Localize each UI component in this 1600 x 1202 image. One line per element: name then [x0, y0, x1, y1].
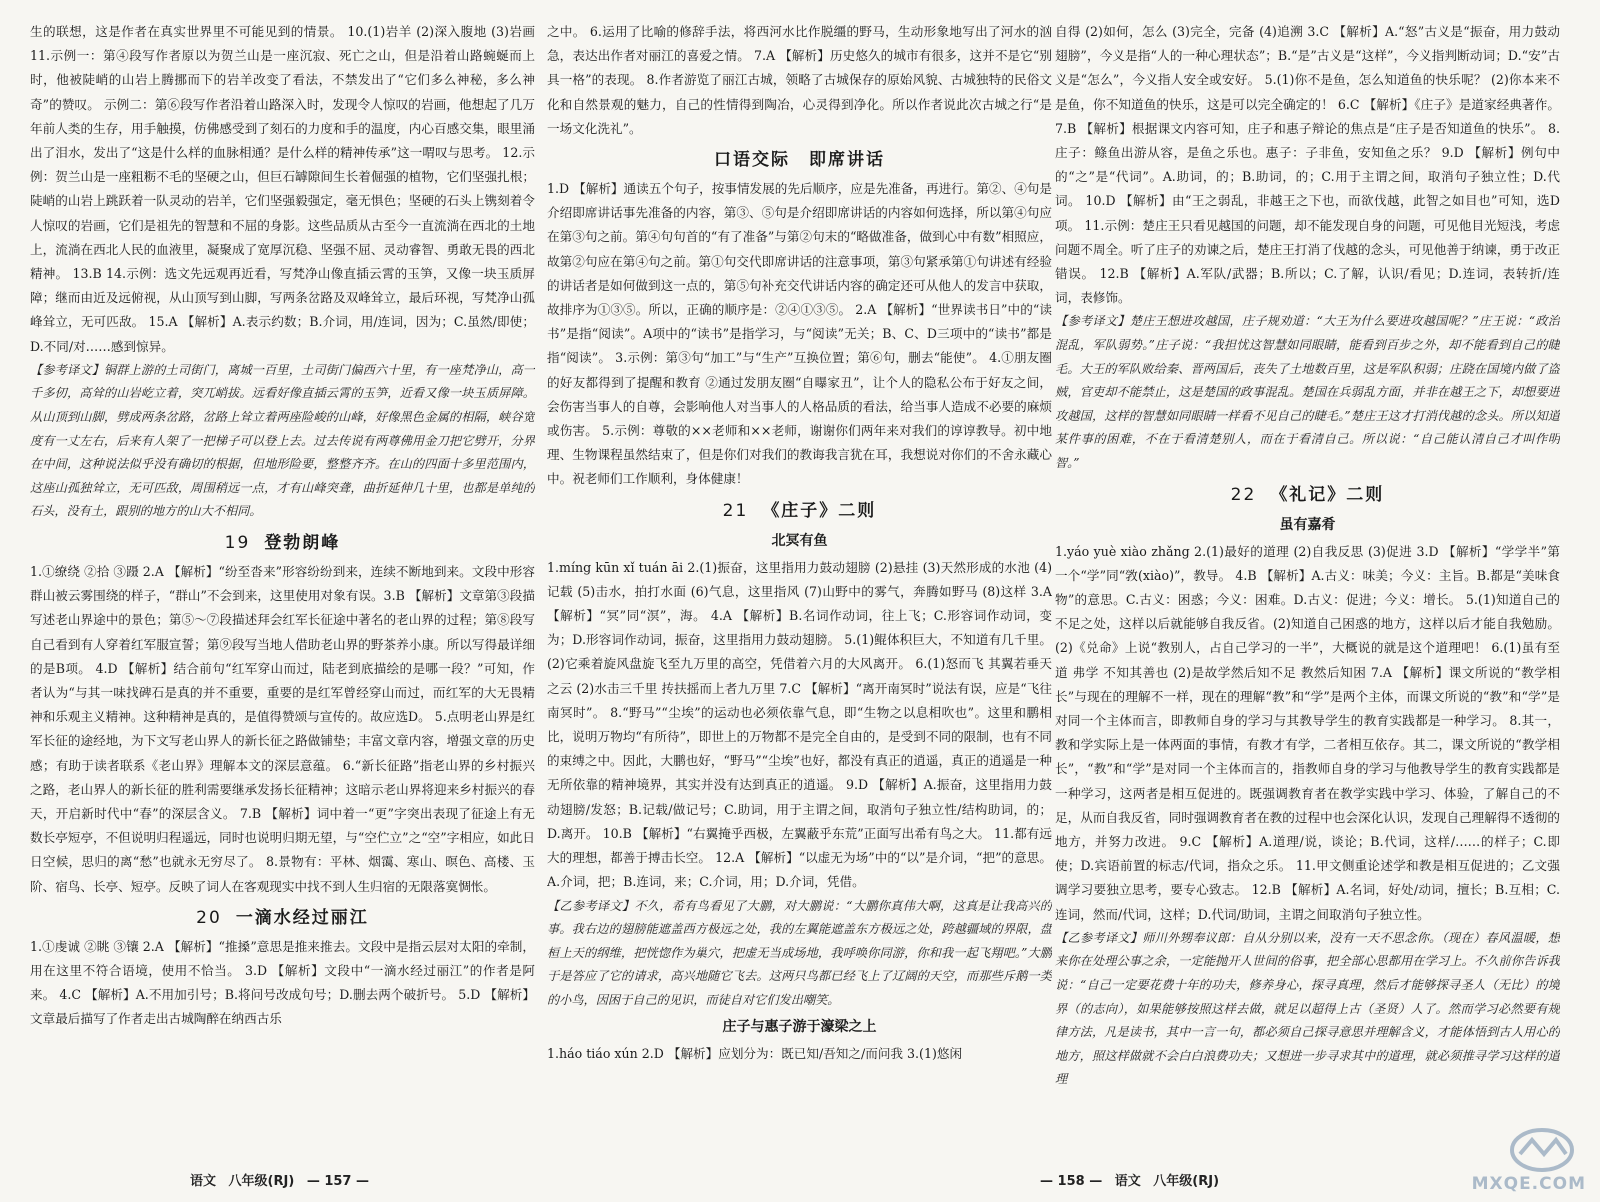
answer-paragraph: 1.①虔诚 ②眺 ③镶 2.A 【解析】“推搡”意思是推来推去。文段中是指云层对太阳的牵制，用在这里不符合语境，使用不恰当。 3.D 【解析】文段中“一滴水经过丽江”的作者是阿来。 4.C 【解析】A.不用加引号；B.将问号改成句号；D.删去两个破折号。 5.D 【解析】文章最后描写了作者走出古城陶醉在纳西古乐 [30, 938, 535, 1027]
answer-paragraph: 1.míng kūn xǐ tuán āi 2.(1)振奋，这里指用力鼓动翅膀 (2)悬挂 (3)天然形成的水池 (4)记载 (5)击水，拍打水面 (6)气息，这里指风 (7)山野中的雾气，奔腾如野马 (8)这样 3.A 【解析】“冥”同“溟”，海。 4.A 【解析】B.名词作动词，往上飞；C.形容词作动词，变为；D.形容词作动词，振奋，这里指用力鼓动翅膀。 5.(1)鲲体积巨大，不知道有几千里。(2)它乘着旋风盘旋飞至九万里的高空，凭借着六月的大风离开。 6.(1)怒而飞 其翼若垂天之云 (2)水击三千里 抟扶摇而上者九万里 7.C 【解析】“离开南冥时”说法有误，应是“飞往南冥时”。 8.“野马”“尘埃”的运动也必须依靠气息，即“生物之以息相吹也”。这里和鹏相比，说明万物均“有所待”，即世上的万物都不是完全自由的，是受到不同的限制，也有不同的束缚之中。因此，大鹏也好，“野马”“尘埃”也好，都没有真正的逍遥，真正的逍遥是一种无所依靠的精神境界，其实并没有达到真正的逍遥。 9.D 【解析】A.振奋，这里指用力鼓动翅膀/发怒；B.记载/做记号；C.助词，用于主谓之间，取消句子独立性/结构助词，的；D.离开。 10.B 【解析】“右翼掩乎西极，左翼蔽乎东荒”正面写出希有鸟之大。 11.都有远大的理想，都善于搏击长空。 12.A 【解析】“以虚无为场”中的“以”是介词，“把”的意思。A.介词，把；B.连词，来；C.介词，用；D.介词，凭借。 [547, 559, 1052, 890]
answer-paragraph: 之中。 6.运用了比喻的修辞手法，将西河水比作脱缰的野马，生动形象地写出了河水的汹急，表达出作者对丽江的喜爱之情。 7.A 【解析】历史悠久的城市有很多，这并不是它“别具一格”的表现。 8.作者游览了丽江古城，领略了古城保存的原始风貌、古城独特的民俗文化和自然景观的魅力，自己的性情得到陶冶，心灵得到净化。所以作者说此次古城之行“是一场文化洗礼”。 [547, 24, 1052, 136]
column-middle [547, 20, 1052, 1158]
footer-right [1040, 1170, 1227, 1192]
section-title-20 [30, 903, 535, 933]
answer-paragraph: 1.D 【解析】通读五个句子，按事情发展的先后顺序，应是先准备，再进行。第②、④句是介绍即席讲话事先准备的内容，第③、⑤句是介绍即席讲话的内容如何选择，所以第④句应在第③句之前。第④句句首的“有了准备”与第②句末的“略做准备，做到心中有数”相照应，故第②句应在第④句之前。第①句交代即席讲话的注意事项，第③句紧承第①句讲述有经验的讲话者是如何做到这一点的，第⑤句补充交代讲话内容的确定还可从他人的发言中获取，故排序为①③⑤。所以，正确的顺序是：②④①③⑤。 2.A 【解析】“世界读书日”中的“读书”是指“阅读”。A项中的“读书”是指学习，与“阅读”无关；B、C、D三项中的“读书”都是指“阅读”。 3.示例：第③句“加工”与“生产”互换位置；第⑥句，删去“能使”。 4.①朋友圈的好友都得到了提醒和教育 ②通过发朋友圈“自曝家丑”，让个人的隐私公布于好友之间，会伤害当事人的自尊，会影响他人对当事人的人格品质的看法，给当事人造成不必要的麻烦或伤害。 5.示例：尊敬的××老师和××老师，谢谢你们两年来对我们的谆谆教导。初中地理、生物课程虽然结束了，但是你们对我们的教诲我言犹在耳，我想说对你们的不舍永藏心中。祝老师们工作顺利，身体健康！ [547, 181, 1052, 487]
subsection-title: 庄子与惠子游于濠梁之上 [722, 1019, 877, 1036]
reference-translation: 【乙参考译文】不久，希有鸟看见了大鹏，对大鹏说：“大鹏你真伟大啊，这真是让我高兴的事。我右边的翅膀能遮盖西方极远之处，我的左翼能遮盖东方极远之处，跨越疆域的界限，盘桓上天的纲维，把恍惚作为巢穴，把虚无当成场地，我呼唤你同游，你和我一起飞翔吧。”大鹏于是答应了它的请求，高兴地随它飞去。这两只鸟都已经飞上了辽阔的天空，而那些斥鹅一类的小鸟，因困于自己的见识，而徒自对它们发出嘲笑。 [547, 898, 1052, 1007]
section-title-21 [547, 496, 1052, 526]
answer-paragraph: 1.yáo yuè xiào zhǎng 2.(1)最好的道理 (2)自我反思 (3)促进 3.D 【解析】“学学半”第一个“学”同“敩(xiào)”，教导。 4.B 【解析】A.古义：味美；今义：主旨。B.都是“美味食物”的意思。C.古义：困惑；今义：困难。D.古义：促进；今义：增长。 5.(1)知道自己的不足之处，这样以后就能够自我反省。(2)知道自己困惑的地方，这样以后才能自我勉励。 (2)《兑命》上说“教别人，占自己学习的一半”，大概说的就是这个道理吧！ 6.(1)虽有至道 弗学 不知其善也 (2)是故学然后知不足 教然后知困 7.A 【解析】课文所说的“教学相长”与现在的理解不一样，现在的理解“教”和“学”是两个主体，而课文所说的“教”和“学”是对同一个主体而言，即教师自身的学习与其教导学生的教育实践都是一种学习。 8.其一，教和学实际上是一体两面的事情，有教才有学，二者相互依存。其二，课文所说的“教学相长”，“教”和“学”是对同一个主体而言的，指教师自身的学习与他教导学生的教育实践都是一种学习，这两者是相互促进的。既强调教育者在教学实践中学习、体验，了解自己的不足，从而自我反省，同时强调教育者在教的过程中也会深化认识，发现自己理解得不透彻的地方，并努力改进。 9.C 【解析】A.道理/说，谈论；B.代词，这样/……的样子；C.即使；D.宾语前置的标志/代词，指众之乐。 11.甲文侧重论述学和教是相互促进的；乙文强调学习要独立思考，要专心致志。 12.B 【解析】A.名词，好处/动词，擅长；B.互相；C.连词，然而/代词，这样；D.代词/助词，主谓之间取消句子独立性。 [1055, 543, 1560, 922]
reference-translation: 【乙参考译文】师川外甥奉议郎：自从分别以来，没有一天不思念你。（现在）春风温暖，想来你在处理公事之余，一定能抛开人世间的俗事，把全部心思都用在学习上。不久前你告诉我说：“自己一定要花费十年的功夫，修养身心，探寻真理，然后才能够探寻圣人（无比）的境界（的志向），如果能够按照这样去做，就足以超得上古（圣贤）人了。然而学习必然要有规律方法，凡是读书，其中一言一句，都必须自己探寻意思并理解含义，才能体悟到古人用心的地方，照这样做就不会白白浪费功夫；又想进一步寻求其中的道理，就必须推寻学习这样的道理 [1055, 930, 1560, 1087]
section-title-22 [1055, 480, 1560, 510]
section-title-text: 一滴水经过丽江 [235, 907, 369, 928]
footer-subject: 语文 [1114, 1174, 1141, 1189]
footer-grade: 八年级(RJ) [1153, 1174, 1220, 1189]
answer-paragraph: 生的联想，这是作者在真实世界里不可能见到的情景。 10.(1)岩羊 (2)深入腹地 (3)岩画 11.示例一：第④段写作者原以为贺兰山是一座沉寂、死亡之山，但是沿着山路蜿蜒而上时，他被陡峭的山岩上腾挪而下的岩羊改变了看法，不禁发出了“它们多么神秘，多么神奇”的赞叹。 示例二：第⑥段写作者沿着山路深入时，发现令人惊叹的岩画，他想起了几万年前人类的生存，用手触摸，仿佛感受到了刻石的力度和手的温度，内心百感交集，眼里涌出了泪水，发出了“这是什么样的血脉相通？是什么样的精神传承”这一喟叹与思考。 12.示例：贺兰山是一座粗粝不毛的坚硬之山，但巨石罅隙间生长着倔强的植物，它们坚强扎根；陡峭的山岩上跳跃着一队灵动的岩羊，它们坚强毅强定，毫无惧色；坚硬的石头上镌刻着令人惊叹的岩画，它们是祖先的智慧和不屈的身影。这些品质从古至今一直流淌在西北的土地上，流淌在西北人民的血液里，凝聚成了宽厚沉稳、坚强不屈、灵动睿智、勇敢无畏的西北精神。 13.B 14.示例：选文先远观再近看，写梵净山像直插云霄的玉笋，又像一块玉质屏障；继而由近及远俯视，从山顶写到山脚，写两条岔路及双峰耸立，最后环视，写梵净山孤峰耸立，无可匹敌。 15.A 【解析】A.表示约数；B.介词，用/连词，因为；C.虽然/即使；D.不同/对……感到惊异。 [30, 24, 535, 354]
watermark-text: MXQE.COM [1471, 1174, 1586, 1194]
footer-grade: 八年级(RJ) [228, 1174, 295, 1189]
subsection-title: 虽有嘉肴 [1279, 516, 1336, 533]
watermark-logo [1392, 1124, 1592, 1196]
column-left [30, 20, 535, 1158]
section-number: 20 [196, 907, 222, 928]
section-number: 21 [722, 500, 749, 521]
section-number: 19 [224, 533, 251, 553]
subsection-title: 北冥有鱼 [771, 532, 828, 549]
footer-left [190, 1170, 377, 1192]
section-number: 22 [1230, 484, 1257, 505]
section-title-text: 登勃朗峰 [264, 533, 341, 553]
page-number: — 157 — [306, 1174, 370, 1189]
answer-paragraph: 自得 (2)如何，怎么 (3)完全，完备 (4)追溯 3.C 【解析】A.“怒”古义是“振奋，用力鼓动翅膀”，今义是指“人的一种心理状态”；B.“是”古义是“这样”，今义指判断动词；D.“安”古义是“怎么”，今义指人安全或安好。 5.(1)你不是鱼，怎么知道鱼的快乐呢？ (2)你本来不是鱼，你不知道鱼的快乐，这是可以完全确定的！ 6.C 【解析】《庄子》是道家经典著作。 7.B 【解析】根据课文内容可知，庄子和惠子辩论的焦点是“庄子是否知道鱼的快乐”。 8.庄子：鲦鱼出游从容，是鱼之乐也。惠子：子非鱼，安知鱼之乐？ 9.D 【解析】例句中的“之”是“代词”。A.助词，的；B.助词，的；C.用于主谓之间，取消句子独立性；D.代词。 10.D 【解析】由“王之弱乱，非越王之下也，而欲伐越，此智之如目也”可知，选D项。 11.示例：楚庄王只看见越国的问题，却不能发现自身的问题，可见他目光短浅，考虑问题不周全。听了庄子的劝谏之后，楚庄王打消了伐越的念头，可见他善于纳谏，勇于改正错误。 12.B 【解析】A.军队/武器；B.所以；C.了解，认识/看见；D.连词，表转折/连词，表修饰。 [1055, 24, 1560, 306]
page-number: — 158 — [1040, 1174, 1103, 1189]
answer-paragraph: 1.①缭绕 ②拾 ③蹑 2.A 【解析】“纷至沓来”形容纷纷到来，连续不断地到来。文段中形容群山被云雾围绕的样子，“群山”不会到来，这里使用对象有误。3.B 【解析】文章第③段描写述老山界途中的景色；第⑤～⑦段描述拜会红军长征途中著名的老山界的过程；第⑧段写自己看到有人穿着红军服宣誓；第⑨段写当地人借助老山界的野茶养小康。所以写得最详细的是B项。 4.D 【解析】结合前句“红军穿山而过，陆老到底描绘的是哪一段？”可知，作者认为“与其一味找碑石是真的并不重要，重要的是红军曾经穿山而过，而红军的大无畏精神和乐观主义精神。这种精神是真的，是值得赞颂与宣传的。故应选D。 5.点明老山界是红军长征的途经地，为下文写老山界人的新长征之路做铺垫；丰富文章内容，增强文章的历史感；有助于读者联系《老山界》理解本文的深层意蕴。 6.“新长征路”指老山界的乡村振兴之路，老山界人的新长征的胜利需要继承发扬长征精神；这暗示老山界将迎来乡村振兴的春天，开启新时代中“春”的深层含义。 7.B 【解析】词中着一“更”字突出表现了征途上有无数长亭短亭，不但说明归程遥远，同时也说明归期无望，与“空伫立”之“空”字相应，如此日日空候，思归的离“愁”也就永无穷尽了。 8.景物有：平林、烟霭、寒山、暝色、高楼、玉阶、宿鸟、长亭、短亭。反映了词人在客观现实中找不到人生归宿的无限落寞惆怅。 [30, 564, 535, 894]
answer-paragraph: 1.háo tiáo xún 2.D 【解析】应划分为：既已知/吾知之/而问我 3.(1)悠闲 [547, 1046, 963, 1062]
section-title-19 [30, 528, 535, 558]
footer-subject: 语文 [190, 1174, 217, 1189]
section-title-text: 《庄子》二则 [762, 500, 877, 521]
reference-translation: 【参考译文】铜群上游的土司街门，离城一百里，土司街门偏西六十里，有一座梵净山，高一千多仞，高耸的山岩屹立着，突兀峭拔。远看好像直插云霄的玉笋，近看又像一块玉质屏障。从山顶到山脚，劈成两条岔路，岔路上耸立着两座险峻的山峰，好像黑色金属的相隔，峡谷宽度有一丈左右，后来有人架了一把梯子可以登上去。过去传说有两尊佛用金刀把它劈开，分界在中间，这种说法似乎没有确切的根据，但地形险要，整整齐齐。在山的四面十多里范围内，这座山孤独耸立，无可匹敌，周围稍远一点，才有山峰突聋，曲折延伸几十里，也都是单纯的石头，没有土，跟别的地方的山大不相同。 [30, 362, 535, 519]
section-title-text: 《礼记》二则 [1270, 484, 1385, 505]
column-right [1055, 20, 1560, 1158]
section-title-oral: 口语交际 即席讲话 [714, 150, 885, 171]
reference-translation: 【参考译文】楚庄王想进攻越国，庄子规劝道：“大王为什么要进攻越国呢？”庄王说：“政治混乱，军队弱势。”庄子说：“我担忧这智慧如同眼睛，能看到百步之外，却不能看到自己的睫毛。大王的军队败给秦、晋两国后，丧失了土地数百里，这是军队积弱；庄跷在国境内做了盗贼，官吏却不能禁止，这是楚国的政事混乱。楚国在兵弱乱方面，并非在越王之下，却想要进攻越国，这样的智慧如同眼睛一样看不见自己的睫毛。”楚庄王这才打消伐越的念头。所以知道某件事的困难，不在于看清楚别人，而在于看清自己。所以说：“自己能认清自己才叫作明智。” [1055, 314, 1560, 470]
